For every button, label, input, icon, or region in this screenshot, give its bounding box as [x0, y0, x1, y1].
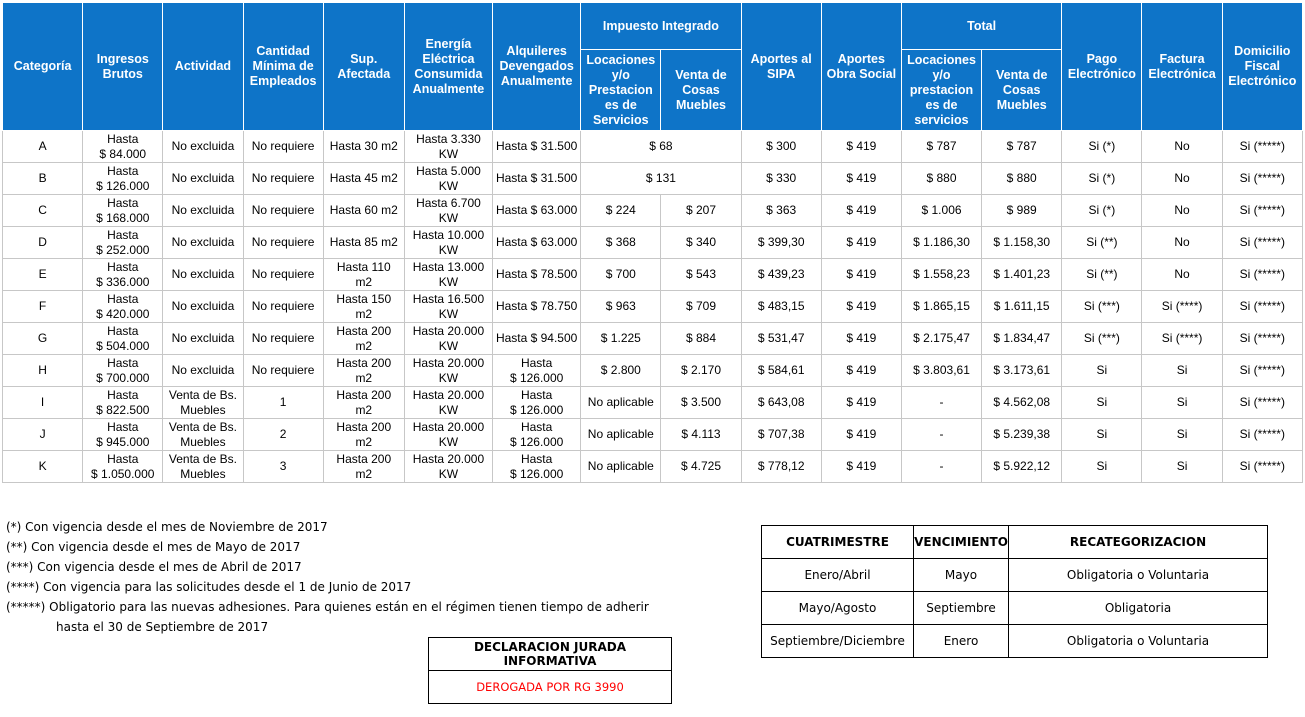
energia-cell: Hasta 20.000 KW — [404, 451, 492, 483]
superficie-cell: Hasta 200 m2 — [323, 355, 404, 387]
alquileres-cell: Hasta $ 78.750 — [493, 291, 581, 323]
impuesto-locaciones-cell: $ 224 — [581, 195, 661, 227]
empleados-cell: No requiere — [243, 195, 323, 227]
empleados-cell: 1 — [243, 387, 323, 419]
factura-electronica-cell: Si — [1142, 419, 1222, 451]
sipa-cell: $ 778,12 — [741, 451, 821, 483]
domicilio-fiscal-cell: Si (*****) — [1222, 291, 1302, 323]
domicilio-fiscal-cell: Si (*****) — [1222, 419, 1302, 451]
factura-electronica-cell: No — [1142, 195, 1222, 227]
table-row — [762, 592, 1268, 625]
total-venta-cell: $ 989 — [982, 195, 1062, 227]
categoria-cell: A — [3, 131, 83, 163]
domicilio-fiscal-cell: Si (*****) — [1222, 355, 1302, 387]
impuesto-venta-cell: $ 207 — [661, 195, 741, 227]
obra-social-cell: $ 419 — [821, 227, 901, 259]
empleados-cell: No requiere — [243, 131, 323, 163]
alquileres-cell: Hasta $ 126.000 — [493, 451, 581, 483]
recategorizacion-cell: Obligatoria o Voluntaria — [1009, 625, 1268, 658]
factura-electronica-cell: No — [1142, 259, 1222, 291]
obra-social-cell: $ 419 — [821, 195, 901, 227]
table-row — [3, 259, 1303, 291]
ingresos-cell: Hasta $ 84.000 — [83, 131, 163, 163]
impuesto-venta-cell: $ 4.113 — [661, 419, 741, 451]
impuesto-locaciones-cell: $ 1.225 — [581, 323, 661, 355]
table-row — [3, 163, 1303, 195]
header-empleados: Cantidad Mínima de Empleados — [243, 3, 323, 131]
actividad-cell: Venta de Bs. Muebles — [163, 451, 243, 483]
actividad-cell: Venta de Bs. Muebles — [163, 387, 243, 419]
actividad-cell: No excluida — [163, 291, 243, 323]
vencimiento-cell: Septiembre — [914, 592, 1009, 625]
pago-electronico-cell: Si (***) — [1062, 323, 1142, 355]
sipa-cell: $ 439,23 — [741, 259, 821, 291]
impuesto-locaciones-cell: $ 2.800 — [581, 355, 661, 387]
total-venta-cell: $ 1.158,30 — [982, 227, 1062, 259]
total-locaciones-cell: $ 880 — [901, 163, 981, 195]
domicilio-fiscal-cell: Si (*****) — [1222, 163, 1302, 195]
footnotes — [6, 517, 649, 637]
ingresos-cell: Hasta $ 168.000 — [83, 195, 163, 227]
alquileres-cell: Hasta $ 126.000 — [493, 387, 581, 419]
categoria-cell: G — [3, 323, 83, 355]
superficie-cell: Hasta 60 m2 — [323, 195, 404, 227]
note-4: (****) Con vigencia para las solicitudes desde el 1 de Junio de 2017 — [6, 580, 412, 594]
ingresos-cell: Hasta $ 126.000 — [83, 163, 163, 195]
table-row — [3, 195, 1303, 227]
obra-social-cell: $ 419 — [821, 131, 901, 163]
header-alquileres: Alquileres Devengados Anualmente — [493, 3, 581, 131]
obra-social-cell: $ 419 — [821, 291, 901, 323]
categoria-cell: J — [3, 419, 83, 451]
domicilio-fiscal-cell: Si (*****) — [1222, 387, 1302, 419]
obra-social-cell: $ 419 — [821, 419, 901, 451]
factura-electronica-cell: Si — [1142, 451, 1222, 483]
sipa-cell: $ 584,61 — [741, 355, 821, 387]
factura-electronica-cell: Si — [1142, 355, 1222, 387]
energia-cell: Hasta 6.700 KW — [404, 195, 492, 227]
sipa-cell: $ 707,38 — [741, 419, 821, 451]
factura-electronica-cell: Si — [1142, 387, 1222, 419]
table-row — [3, 131, 1303, 163]
cuatrimestre-cell: Septiembre/Diciembre — [762, 625, 914, 658]
total-venta-cell: $ 4.562,08 — [982, 387, 1062, 419]
header-recategorizacion: RECATEGORIZACION — [1009, 526, 1268, 559]
total-venta-cell: $ 787 — [982, 131, 1062, 163]
declaracion-title: DECLARACION JURADA INFORMATIVA — [429, 638, 672, 671]
header-total-locaciones: Locaciones y/o prestacion es de servicios — [901, 50, 981, 131]
ingresos-cell: Hasta $ 700.000 — [83, 355, 163, 387]
obra-social-cell: $ 419 — [821, 259, 901, 291]
domicilio-fiscal-cell: Si (*****) — [1222, 451, 1302, 483]
sipa-cell: $ 363 — [741, 195, 821, 227]
header-ingresos: Ingresos Brutos — [83, 3, 163, 131]
note-3: (***) Con vigencia desde el mes de Abril de 2017 — [6, 560, 302, 574]
factura-electronica-cell: No — [1142, 131, 1222, 163]
superficie-cell: Hasta 200 m2 — [323, 387, 404, 419]
total-locaciones-cell: $ 3.803,61 — [901, 355, 981, 387]
declaracion-jurada-box — [428, 637, 672, 704]
ingresos-cell: Hasta $ 822.500 — [83, 387, 163, 419]
header-domicilio-fiscal: Domicilio Fiscal Electrónico — [1222, 3, 1302, 131]
impuesto-locaciones-cell: $ 700 — [581, 259, 661, 291]
superficie-cell: Hasta 200 m2 — [323, 323, 404, 355]
total-locaciones-cell: - — [901, 419, 981, 451]
sipa-cell: $ 399,30 — [741, 227, 821, 259]
superficie-cell: Hasta 150 m2 — [323, 291, 404, 323]
header-obra-social: Aportes Obra Social — [821, 3, 901, 131]
total-venta-cell: $ 5.239,38 — [982, 419, 1062, 451]
domicilio-fiscal-cell: Si (*****) — [1222, 227, 1302, 259]
header-sipa: Aportes al SIPA — [741, 3, 821, 131]
energia-cell: Hasta 20.000 KW — [404, 419, 492, 451]
pago-electronico-cell: Si — [1062, 355, 1142, 387]
ingresos-cell: Hasta $ 945.000 — [83, 419, 163, 451]
empleados-cell: No requiere — [243, 227, 323, 259]
declaracion-status: DEROGADA POR RG 3990 — [429, 671, 672, 704]
note-5: (*****) Obligatorio para las nuevas adhesiones. Para quienes están en el régimen tienen tiempo de adherir — [6, 600, 649, 614]
pago-electronico-cell: Si — [1062, 387, 1142, 419]
header-superficie: Sup. Afectada — [323, 3, 404, 131]
header-vencimiento: VENCIMIENTO — [914, 526, 1009, 559]
categoria-cell: D — [3, 227, 83, 259]
pago-electronico-cell: Si (*) — [1062, 163, 1142, 195]
empleados-cell: No requiere — [243, 355, 323, 387]
actividad-cell: No excluida — [163, 195, 243, 227]
obra-social-cell: $ 419 — [821, 451, 901, 483]
impuesto-venta-cell: $ 2.170 — [661, 355, 741, 387]
impuesto-integrado-cell: $ 131 — [581, 163, 741, 195]
table-row — [3, 227, 1303, 259]
note-1: (*) Con vigencia desde el mes de Noviembre de 2017 — [6, 520, 328, 534]
empleados-cell: No requiere — [243, 323, 323, 355]
obra-social-cell: $ 419 — [821, 355, 901, 387]
ingresos-cell: Hasta $ 336.000 — [83, 259, 163, 291]
factura-electronica-cell: Si (****) — [1142, 291, 1222, 323]
impuesto-locaciones-cell: No aplicable — [581, 419, 661, 451]
actividad-cell: No excluida — [163, 355, 243, 387]
sipa-cell: $ 531,47 — [741, 323, 821, 355]
header-factura-electronica: Factura Electrónica — [1142, 3, 1222, 131]
energia-cell: Hasta 3.330 KW — [404, 131, 492, 163]
domicilio-fiscal-cell: Si (*****) — [1222, 259, 1302, 291]
obra-social-cell: $ 419 — [821, 163, 901, 195]
total-locaciones-cell: $ 1.186,30 — [901, 227, 981, 259]
alquileres-cell: Hasta $ 126.000 — [493, 419, 581, 451]
sipa-cell: $ 300 — [741, 131, 821, 163]
actividad-cell: No excluida — [163, 131, 243, 163]
empleados-cell: 3 — [243, 451, 323, 483]
table-row — [3, 419, 1303, 451]
energia-cell: Hasta 20.000 KW — [404, 323, 492, 355]
table-row — [3, 355, 1303, 387]
energia-cell: Hasta 20.000 KW — [404, 355, 492, 387]
alquileres-cell: Hasta $ 31.500 — [493, 163, 581, 195]
energia-cell: Hasta 13.000 KW — [404, 259, 492, 291]
total-venta-cell: $ 3.173,61 — [982, 355, 1062, 387]
impuesto-locaciones-cell: $ 963 — [581, 291, 661, 323]
energia-cell: Hasta 20.000 KW — [404, 387, 492, 419]
categoria-cell: E — [3, 259, 83, 291]
impuesto-locaciones-cell: No aplicable — [581, 387, 661, 419]
pago-electronico-cell: Si (*) — [1062, 131, 1142, 163]
vencimiento-cell: Enero — [914, 625, 1009, 658]
total-locaciones-cell: $ 1.865,15 — [901, 291, 981, 323]
total-venta-cell: $ 1.401,23 — [982, 259, 1062, 291]
obra-social-cell: $ 419 — [821, 323, 901, 355]
total-locaciones-cell: - — [901, 387, 981, 419]
factura-electronica-cell: No — [1142, 163, 1222, 195]
header-energia: Energía Eléctrica Consumida Anualmente — [404, 3, 492, 131]
header-venta-cosas: Venta de Cosas Muebles — [661, 50, 741, 131]
categoria-cell: K — [3, 451, 83, 483]
obra-social-cell: $ 419 — [821, 387, 901, 419]
pago-electronico-cell: Si (**) — [1062, 259, 1142, 291]
actividad-cell: No excluida — [163, 227, 243, 259]
energia-cell: Hasta 16.500 KW — [404, 291, 492, 323]
total-locaciones-cell: - — [901, 451, 981, 483]
impuesto-integrado-cell: $ 68 — [581, 131, 741, 163]
vencimiento-cell: Mayo — [914, 559, 1009, 592]
actividad-cell: Venta de Bs. Muebles — [163, 419, 243, 451]
impuesto-locaciones-cell: No aplicable — [581, 451, 661, 483]
categoria-cell: I — [3, 387, 83, 419]
header-actividad: Actividad — [163, 3, 243, 131]
alquileres-cell: Hasta $ 94.500 — [493, 323, 581, 355]
energia-cell: Hasta 5.000 KW — [404, 163, 492, 195]
impuesto-locaciones-cell: $ 368 — [581, 227, 661, 259]
factura-electronica-cell: No — [1142, 227, 1222, 259]
pago-electronico-cell: Si (**) — [1062, 227, 1142, 259]
impuesto-venta-cell: $ 543 — [661, 259, 741, 291]
pago-electronico-cell: Si — [1062, 419, 1142, 451]
superficie-cell: Hasta 110 m2 — [323, 259, 404, 291]
actividad-cell: No excluida — [163, 163, 243, 195]
factura-electronica-cell: Si (****) — [1142, 323, 1222, 355]
total-venta-cell: $ 5.922,12 — [982, 451, 1062, 483]
sipa-cell: $ 483,15 — [741, 291, 821, 323]
total-venta-cell: $ 880 — [982, 163, 1062, 195]
sipa-cell: $ 330 — [741, 163, 821, 195]
pago-electronico-cell: Si — [1062, 451, 1142, 483]
impuesto-venta-cell: $ 3.500 — [661, 387, 741, 419]
alquileres-cell: Hasta $ 63.000 — [493, 227, 581, 259]
impuesto-venta-cell: $ 709 — [661, 291, 741, 323]
total-venta-cell: $ 1.834,47 — [982, 323, 1062, 355]
monotributo-table — [2, 2, 1303, 483]
header-locaciones: Locaciones y/o Prestacion es de Servicios — [581, 50, 661, 131]
pago-electronico-cell: Si (*) — [1062, 195, 1142, 227]
note-5-continuation: hasta el 30 de Septiembre de 2017 — [56, 620, 269, 634]
categoria-cell: F — [3, 291, 83, 323]
total-venta-cell: $ 1.611,15 — [982, 291, 1062, 323]
impuesto-venta-cell: $ 4.725 — [661, 451, 741, 483]
alquileres-cell: Hasta $ 63.000 — [493, 195, 581, 227]
empleados-cell: No requiere — [243, 259, 323, 291]
table-row — [3, 451, 1303, 483]
table-row — [3, 323, 1303, 355]
total-locaciones-cell: $ 1.558,23 — [901, 259, 981, 291]
impuesto-venta-cell: $ 340 — [661, 227, 741, 259]
header-total-venta: Venta de Cosas Muebles — [982, 50, 1062, 131]
recategorization-table — [761, 525, 1268, 658]
header-pago-electronico: Pago Electrónico — [1062, 3, 1142, 131]
table-row — [3, 291, 1303, 323]
header-categoria: Categoría — [3, 3, 83, 131]
domicilio-fiscal-cell: Si (*****) — [1222, 323, 1302, 355]
alquileres-cell: Hasta $ 31.500 — [493, 131, 581, 163]
domicilio-fiscal-cell: Si (*****) — [1222, 131, 1302, 163]
table-row — [762, 625, 1268, 658]
ingresos-cell: Hasta $ 252.000 — [83, 227, 163, 259]
cuatrimestre-cell: Enero/Abril — [762, 559, 914, 592]
table-row — [3, 387, 1303, 419]
empleados-cell: No requiere — [243, 163, 323, 195]
superficie-cell: Hasta 45 m2 — [323, 163, 404, 195]
categoria-cell: B — [3, 163, 83, 195]
alquileres-cell: Hasta $ 78.500 — [493, 259, 581, 291]
empleados-cell: 2 — [243, 419, 323, 451]
cuatrimestre-cell: Mayo/Agosto — [762, 592, 914, 625]
superficie-cell: Hasta 200 m2 — [323, 419, 404, 451]
sipa-cell: $ 643,08 — [741, 387, 821, 419]
table-body — [3, 131, 1303, 483]
alquileres-cell: Hasta $ 126.000 — [493, 355, 581, 387]
total-locaciones-cell: $ 787 — [901, 131, 981, 163]
recategorizacion-cell: Obligatoria o Voluntaria — [1009, 559, 1268, 592]
superficie-cell: Hasta 85 m2 — [323, 227, 404, 259]
empleados-cell: No requiere — [243, 291, 323, 323]
energia-cell: Hasta 10.000 KW — [404, 227, 492, 259]
header-impuesto-integrado: Impuesto Integrado — [581, 3, 741, 50]
pago-electronico-cell: Si (***) — [1062, 291, 1142, 323]
total-locaciones-cell: $ 2.175,47 — [901, 323, 981, 355]
impuesto-venta-cell: $ 884 — [661, 323, 741, 355]
header-cuatrimestre: CUATRIMESTRE — [762, 526, 914, 559]
ingresos-cell: Hasta $ 504.000 — [83, 323, 163, 355]
actividad-cell: No excluida — [163, 323, 243, 355]
superficie-cell: Hasta 200 m2 — [323, 451, 404, 483]
categoria-cell: H — [3, 355, 83, 387]
ingresos-cell: Hasta $ 1.050.000 — [83, 451, 163, 483]
header-total: Total — [901, 3, 1061, 50]
actividad-cell: No excluida — [163, 259, 243, 291]
domicilio-fiscal-cell: Si (*****) — [1222, 195, 1302, 227]
categoria-cell: C — [3, 195, 83, 227]
recategorizacion-cell: Obligatoria — [1009, 592, 1268, 625]
superficie-cell: Hasta 30 m2 — [323, 131, 404, 163]
note-2: (**) Con vigencia desde el mes de Mayo de 2017 — [6, 540, 301, 554]
table-row — [762, 559, 1268, 592]
ingresos-cell: Hasta $ 420.000 — [83, 291, 163, 323]
total-locaciones-cell: $ 1.006 — [901, 195, 981, 227]
